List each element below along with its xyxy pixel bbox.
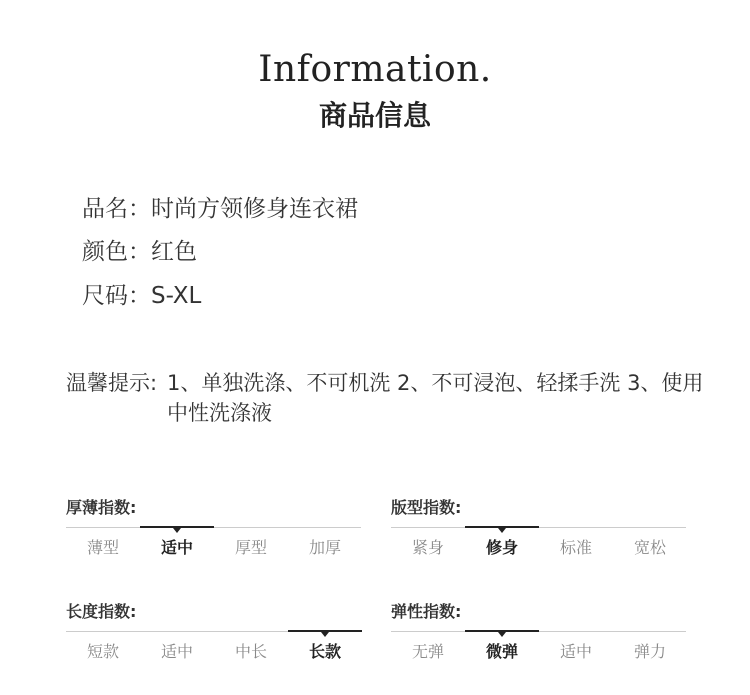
scale-option: 长款: [308, 642, 341, 661]
product-name-label: 品名：: [82, 196, 151, 222]
scale-option: 加厚: [308, 538, 341, 557]
scale-pointer-icon: [498, 632, 506, 637]
scale-option: 适中: [160, 538, 193, 557]
scale-option: 适中: [160, 642, 193, 661]
product-name-value: 时尚方领修身连衣裙: [151, 196, 358, 222]
thickness-scale-label: 厚薄指数:: [66, 498, 137, 517]
scale-pointer-icon: [321, 632, 329, 637]
scale-option: 薄型: [86, 538, 119, 557]
color-value: 红色: [151, 239, 197, 265]
size-value: S-XL: [151, 283, 202, 309]
scale-option: 微弹: [485, 642, 518, 661]
care-tips-text: 1、单独洗涤、不可机洗 2、不可浸泡、轻揉手洗 3、使用中性洗涤液: [167, 371, 704, 425]
scale-option: 短款: [86, 642, 119, 661]
scale-option: 修身: [485, 538, 518, 557]
english-title: Information.: [258, 49, 492, 90]
scale-option: 中长: [234, 642, 267, 661]
scale-pointer-icon: [173, 528, 181, 533]
size-label: 尺码：: [82, 283, 151, 309]
chinese-title: 商品信息: [318, 99, 431, 132]
care-tips: [66, 368, 706, 428]
fit-scale-label: 版型指数:: [391, 498, 462, 517]
scale-option: 标准: [559, 538, 592, 557]
scale-option: 适中: [559, 642, 592, 661]
product-name-row: [82, 194, 358, 224]
scale-option: 紧身: [411, 538, 444, 557]
elasticity-scale-label: 弹性指数:: [391, 602, 462, 621]
scale-option: 无弹: [411, 642, 444, 661]
scale-option: 弹力: [633, 642, 666, 661]
length-scale-label: 长度指数:: [66, 602, 137, 621]
scale-option: 宽松: [633, 538, 666, 557]
color-row: [82, 237, 197, 267]
size-row: [82, 281, 201, 311]
care-tips-label: 温馨提示:: [66, 371, 158, 395]
scale-pointer-icon: [498, 528, 506, 533]
color-label: 颜色：: [82, 239, 151, 265]
scale-option: 厚型: [234, 538, 267, 557]
